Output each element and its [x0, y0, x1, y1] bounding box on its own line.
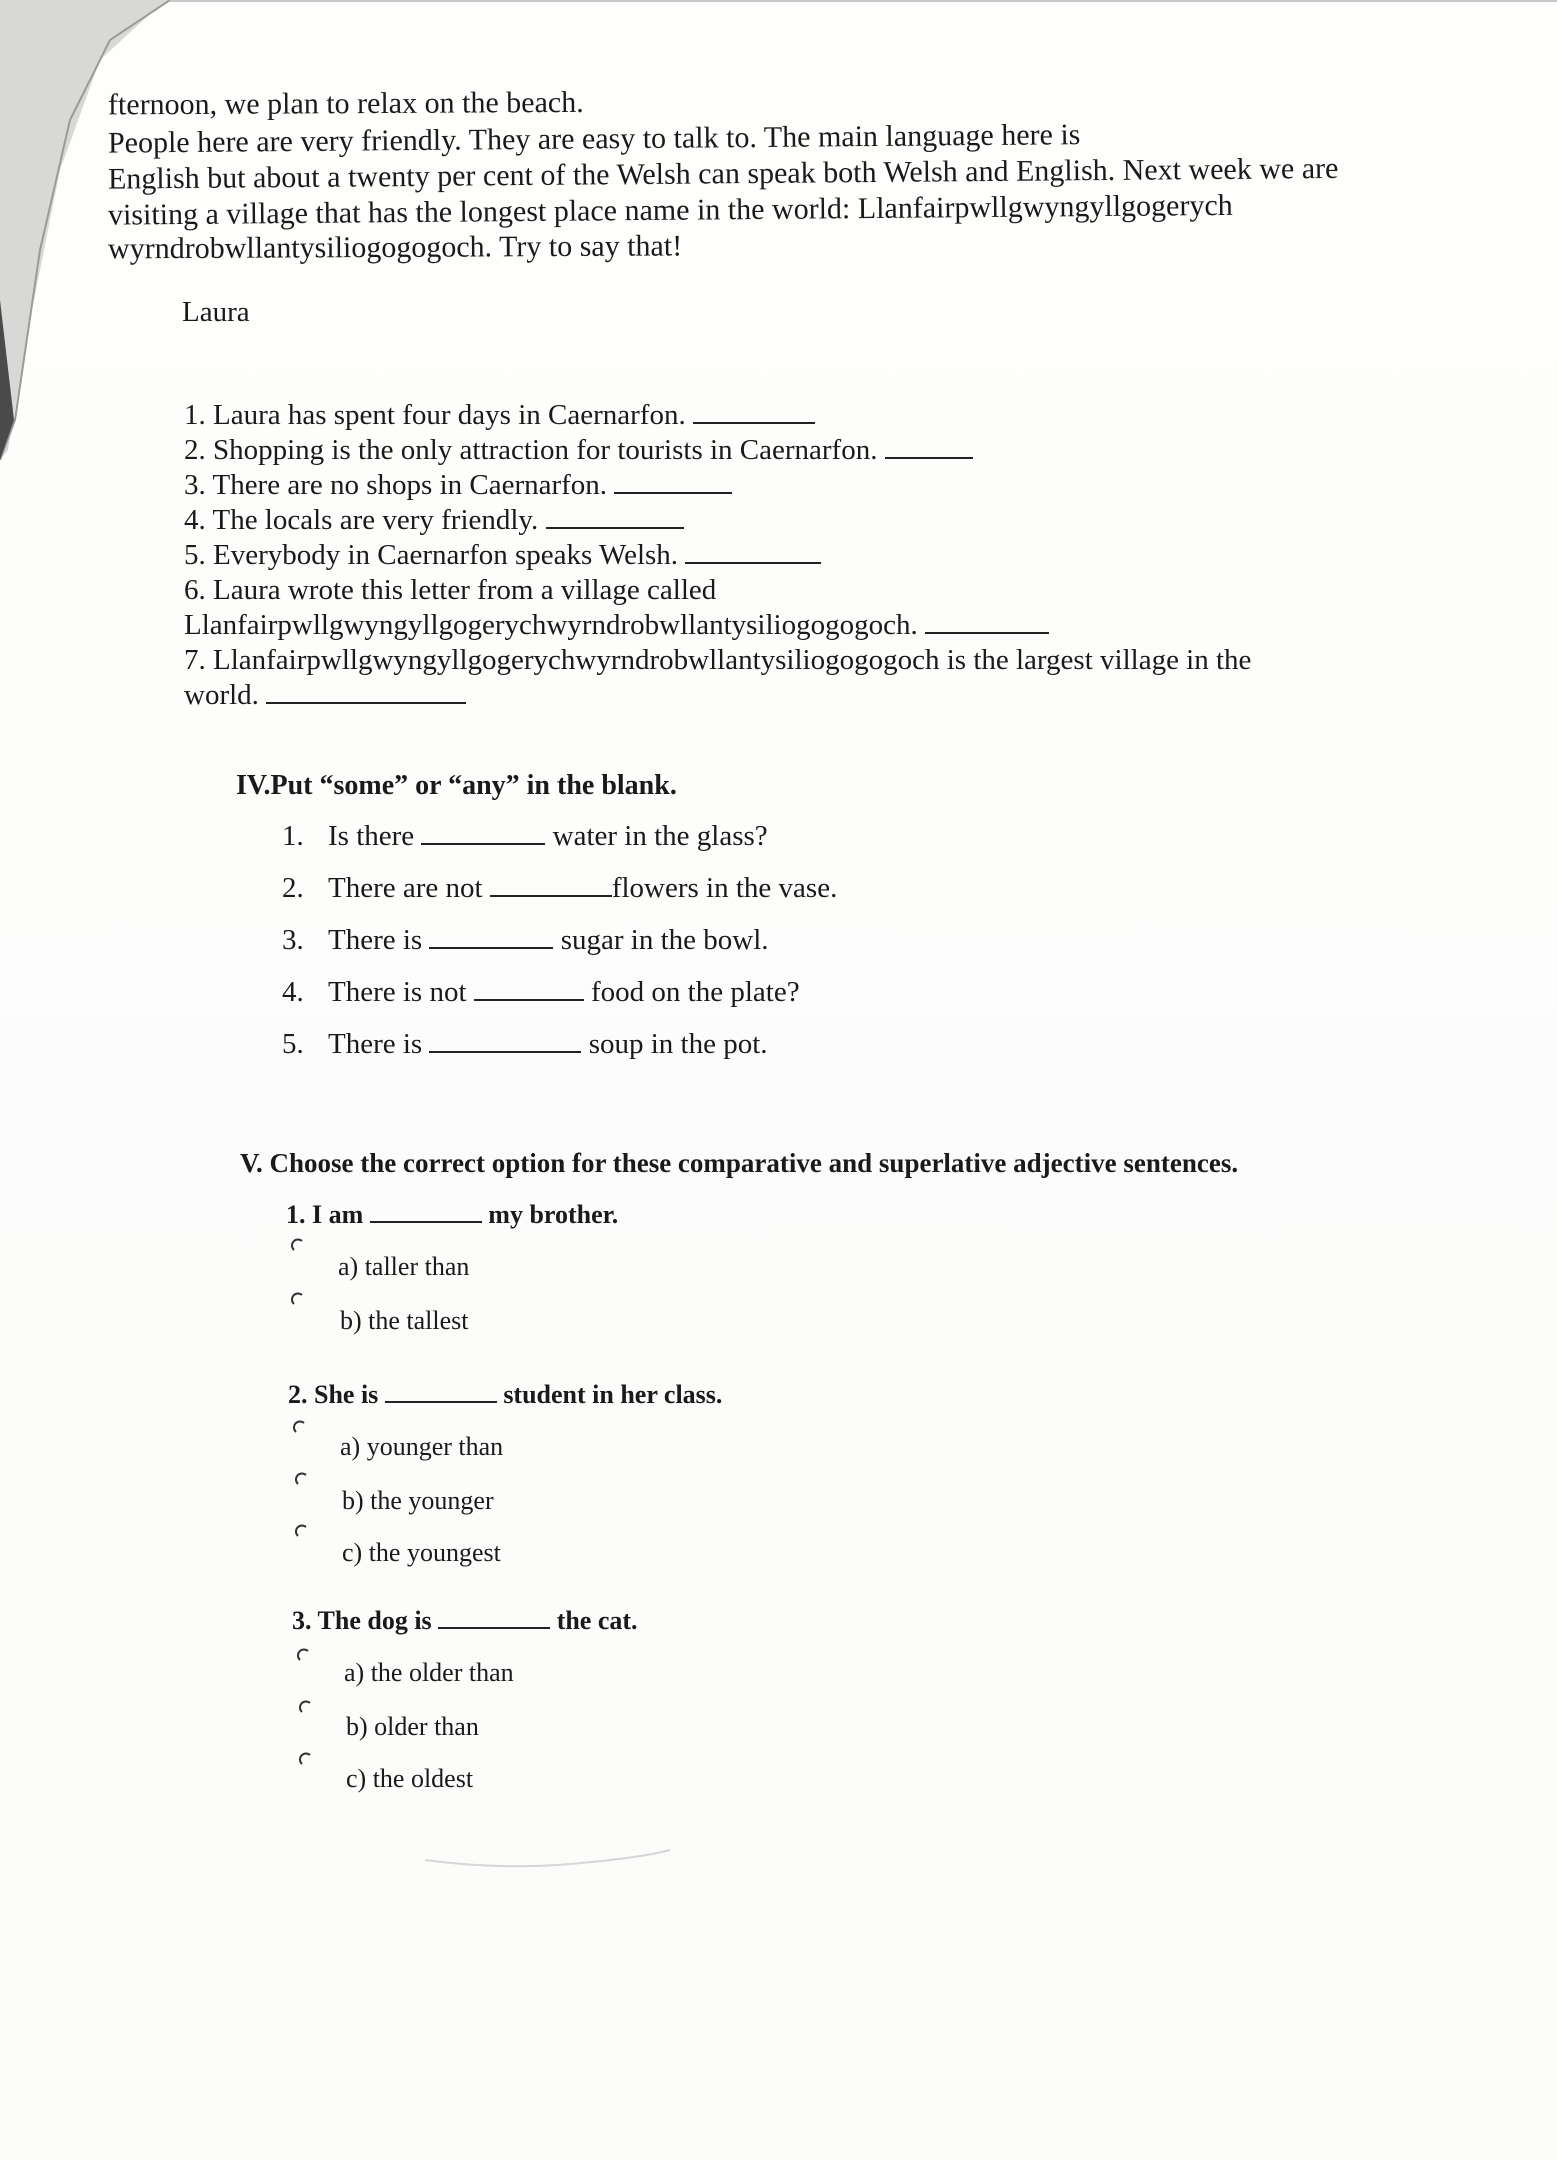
option-label[interactable]: a) taller than	[338, 1252, 470, 1281]
statement-text: Llanfairpwllgwyngyllgogerychwyrndrobwllantysiliogogogoch.	[184, 609, 918, 641]
radio-option-icon[interactable]	[296, 1648, 310, 1662]
option-label[interactable]: b) the tallest	[340, 1306, 469, 1335]
option-label[interactable]: a) the older than	[344, 1658, 514, 1687]
radio-option-icon[interactable]	[294, 1524, 308, 1538]
fill-blank-item	[282, 1028, 837, 1080]
statement-text: 1. Laura has spent four days in Caernarfon.	[184, 399, 686, 431]
letter-paragraph	[108, 84, 1408, 264]
answer-blank[interactable]	[385, 1400, 497, 1403]
answer-blank[interactable]	[421, 842, 545, 845]
question-before: 3. The dog is	[292, 1606, 432, 1635]
answer-blank[interactable]	[885, 456, 973, 459]
statement-row	[184, 573, 1434, 608]
page-top-edge	[170, 0, 1557, 2]
question-1	[286, 1200, 618, 1230]
section-5-title: V. Choose the correct option for these comparative and superlative adjective sentences.	[240, 1148, 1239, 1178]
statement-row	[184, 643, 1434, 678]
question-after: the cat.	[556, 1606, 638, 1635]
item-number: 1.	[282, 820, 304, 852]
statement-row	[184, 503, 1434, 538]
item-after: food on the plate?	[591, 976, 800, 1008]
question-before: 1. I am	[286, 1200, 364, 1229]
answer-blank[interactable]	[266, 701, 466, 704]
item-number: 3.	[282, 924, 304, 956]
letter-line: fternoon, we plan to relax on the beach.	[107, 85, 584, 122]
statement-row	[184, 538, 1434, 573]
answer-blank[interactable]	[474, 998, 584, 1001]
answer-blank[interactable]	[438, 1626, 550, 1629]
radio-option-icon[interactable]	[290, 1238, 304, 1252]
option-label[interactable]: b) older than	[346, 1712, 479, 1741]
faint-pencil-mark	[420, 1840, 680, 1880]
section-4-title: IV.Put “some” or “any” in the blank.	[236, 770, 677, 801]
letter-line: People here are very friendly. They are easy to talk to. The main language here is	[107, 118, 1081, 160]
item-after: soup in the pot.	[588, 1028, 768, 1060]
option-label[interactable]: b) the younger	[342, 1486, 494, 1515]
letter-signature: Laura	[182, 296, 250, 328]
question-after: student in her class.	[503, 1380, 723, 1409]
statement-text: 5. Everybody in Caernarfon speaks Welsh.	[184, 539, 679, 571]
item-after: water in the glass?	[552, 820, 768, 852]
radio-option-icon[interactable]	[298, 1700, 312, 1714]
statement-text: 3. There are no shops in Caernarfon.	[184, 469, 608, 501]
radio-option-icon[interactable]	[290, 1292, 304, 1306]
statement-text: 4. The locals are very friendly.	[184, 504, 539, 536]
answer-blank[interactable]	[429, 1050, 581, 1053]
letter-line: English but about a twenty per cent of the Welsh can speak both Welsh and English. Next week we are	[107, 151, 1339, 196]
some-any-list	[282, 820, 837, 1080]
radio-option-icon[interactable]	[294, 1472, 308, 1486]
item-number: 5.	[282, 1028, 304, 1060]
statement-text: 6. Laura wrote this letter from a village called	[184, 574, 717, 606]
question-2	[288, 1380, 722, 1410]
answer-blank[interactable]	[429, 946, 553, 949]
radio-option-icon[interactable]	[292, 1420, 306, 1434]
statement-row	[184, 608, 1434, 643]
item-number: 4.	[282, 976, 304, 1008]
letter-line: visiting a village that has the longest place name in the world: Llanfairpwllgwyngyllgogerych	[107, 188, 1233, 232]
item-after: sugar in the bowl.	[560, 924, 769, 956]
answer-blank[interactable]	[925, 631, 1049, 634]
answer-blank[interactable]	[693, 421, 815, 424]
option-label[interactable]: c) the oldest	[346, 1764, 474, 1793]
question-before: 2. She is	[288, 1380, 379, 1409]
statement-row	[184, 678, 1434, 713]
statement-text: 2. Shopping is the only attraction for tourists in Caernarfon.	[184, 434, 878, 466]
item-after: flowers in the vase.	[611, 872, 838, 904]
statement-text: 7. Llanfairpwllgwyngyllgogerychwyrndrobwllantysiliogogogoch is the largest village in the	[184, 644, 1252, 676]
letter-line: wyrndrobwllantysiliogogogoch. Try to say that!	[107, 229, 683, 266]
radio-option-icon[interactable]	[298, 1752, 312, 1766]
item-number: 2.	[282, 872, 304, 904]
question-after: my brother.	[488, 1200, 619, 1229]
item-before: There is	[328, 1028, 423, 1060]
fill-blank-item	[282, 924, 837, 976]
option-label[interactable]: a) younger than	[340, 1432, 504, 1461]
statement-row	[184, 433, 1434, 468]
answer-blank[interactable]	[370, 1220, 482, 1223]
answer-blank[interactable]	[546, 526, 684, 529]
item-before: There is not	[328, 976, 467, 1008]
true-false-list	[184, 398, 1434, 713]
statement-row	[184, 468, 1434, 503]
statement-text: world.	[184, 679, 259, 711]
answer-blank[interactable]	[685, 561, 821, 564]
answer-blank[interactable]	[490, 894, 612, 897]
fill-blank-item	[282, 820, 837, 872]
question-3	[292, 1606, 638, 1636]
item-before: Is there	[328, 820, 415, 852]
item-before: There is	[328, 924, 423, 956]
fill-blank-item	[282, 872, 837, 924]
option-label[interactable]: c) the youngest	[342, 1538, 501, 1567]
answer-blank[interactable]	[614, 491, 732, 494]
statement-row	[184, 398, 1434, 433]
item-before: There are not	[328, 872, 483, 904]
fill-blank-item	[282, 976, 837, 1028]
